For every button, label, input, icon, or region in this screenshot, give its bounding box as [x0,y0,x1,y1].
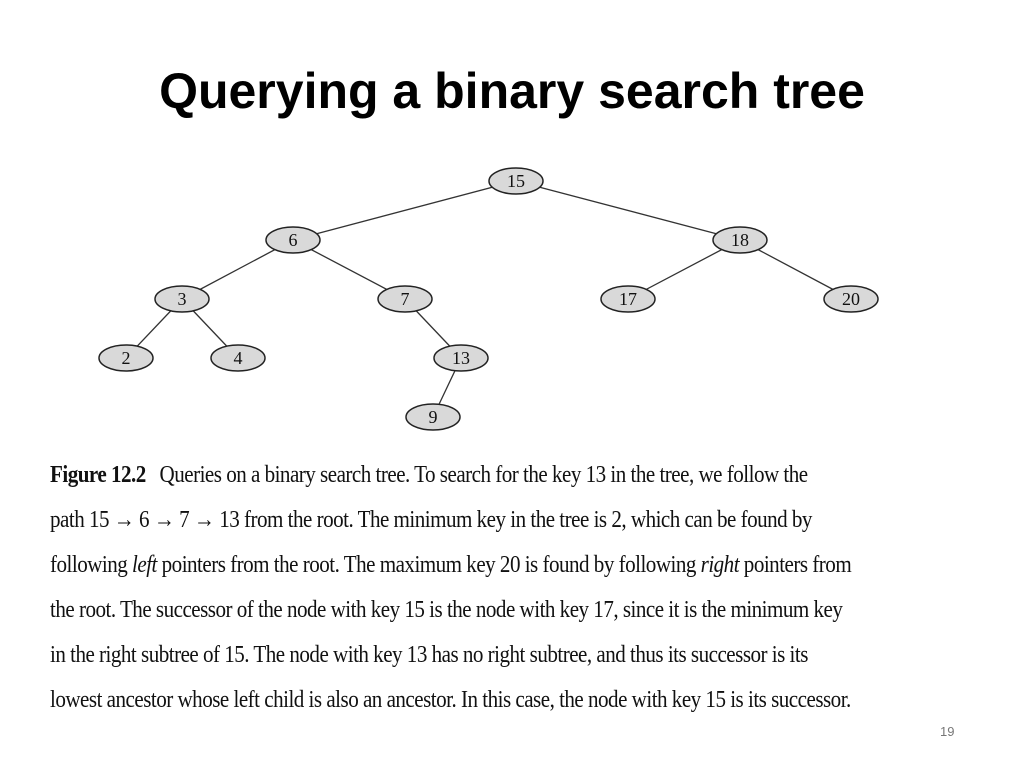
tree-node-label: 13 [452,348,470,368]
slide-title: Querying a binary search tree [159,63,865,119]
tree-node-label: 20 [842,289,860,309]
tree-edge-n15-n18 [516,181,740,240]
tree-node-18 [713,227,767,253]
tree-node-2 [99,345,153,371]
tree-node-15 [489,168,543,194]
tree-node-7 [378,286,432,312]
tree-node-label: 18 [731,230,749,250]
tree-node-label: 3 [177,289,187,309]
tree-node-label: 7 [400,289,410,309]
tree-node-label: 15 [507,171,525,191]
tree-node-label: 4 [233,348,243,368]
tree-node-label: 2 [121,348,131,368]
tree-node-20 [824,286,878,312]
caption-line-4: the root. The successor of the node with key 15 is the node with key 17, since it is the minimum key [50,596,843,623]
tree-node-label: 6 [288,230,298,250]
tree-node-3 [155,286,209,312]
caption-line-2: path 15 → 6 → 7 → 13 from the root. The minimum key in the tree is 2, which can be found by [50,506,812,533]
tree-edge-n15-n6 [293,181,516,240]
tree-node-6 [266,227,320,253]
tree-node-13 [434,345,488,371]
caption-line-6: lowest ancestor whose left child is also an ancestor. In this case, the node with key 15 is its successor. [50,686,851,713]
caption-line-3: following left pointers from the root. The maximum key 20 is found by following right pointers from [50,551,852,578]
page-number: 19 [940,724,955,739]
caption-line-1: Figure 12.2 Queries on a binary search tree. To search for the key 13 in the tree, we follow the [50,461,808,488]
tree-node-17 [601,286,655,312]
tree-node-label: 9 [428,407,438,427]
figure-caption [50,452,990,722]
figure-label: Figure 12.2 [50,461,146,488]
tree-node-9 [406,404,460,430]
caption-line-5: in the right subtree of 15. The node with key 13 has no right subtree, and thus its successor is its [50,641,808,668]
tree-node-label: 17 [619,289,637,309]
tree-node-4 [211,345,265,371]
